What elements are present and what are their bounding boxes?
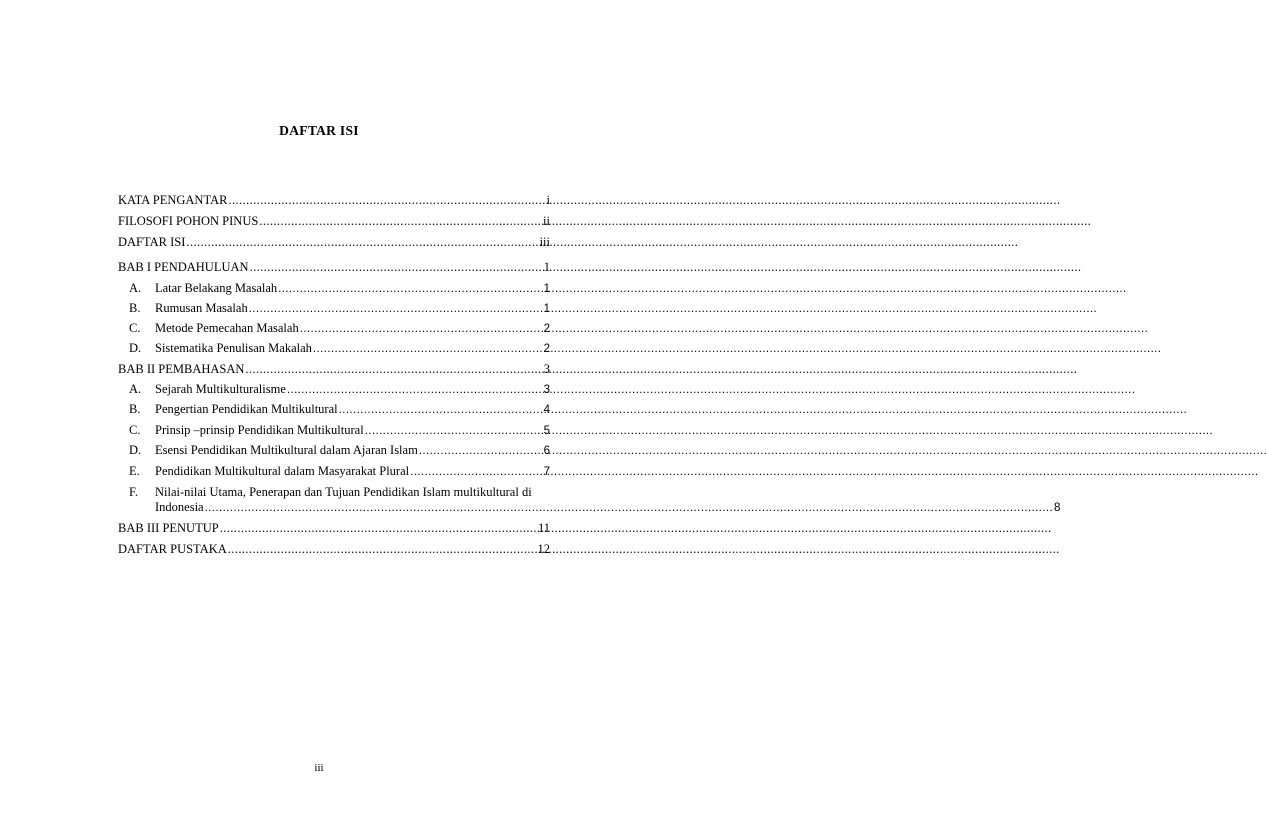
- toc-entry-page: iii: [539, 235, 550, 249]
- dot-leader: [250, 260, 543, 275]
- toc-subentry[interactable]: [118, 443, 550, 464]
- dot-leader: [186, 235, 538, 250]
- toc-entry-page: 1: [543, 283, 550, 295]
- toc-entry-label: Indonesia: [155, 500, 204, 514]
- dot-leader: [410, 466, 542, 478]
- toc-entry-label: DAFTAR ISI: [118, 235, 186, 249]
- toc-entry-label: BAB I PENDAHULUAN: [118, 260, 249, 274]
- toc-entry-page: i: [546, 193, 550, 207]
- toc-entry-label: Latar Belakang Masalah: [155, 281, 278, 295]
- toc-entry-page: 1: [543, 260, 550, 274]
- dot-leader: [300, 323, 543, 335]
- dot-leader: [220, 521, 537, 536]
- toc-subentry[interactable]: [118, 382, 550, 402]
- toc-subentry-content: [155, 485, 1060, 521]
- toc-entry-page: 1: [543, 303, 550, 315]
- toc-entry-page: 4: [543, 404, 550, 416]
- dot-leader: [339, 404, 543, 416]
- toc-subentry-letter: E.: [129, 464, 140, 478]
- toc-entry-page: 12: [537, 542, 550, 556]
- toc-entry-page: 3: [543, 362, 550, 376]
- toc-entry[interactable]: [118, 542, 550, 563]
- toc-entry[interactable]: [118, 235, 550, 260]
- toc-entry-page: 3: [543, 384, 550, 396]
- dot-leader: [245, 362, 542, 377]
- toc-entry-label: Metode Pemecahan Masalah: [155, 321, 299, 335]
- dot-leader: [205, 502, 1053, 514]
- toc-entry-label: Pengertian Pendidikan Multikultural: [155, 402, 338, 416]
- dot-leader: [287, 384, 543, 396]
- toc-subentry[interactable]: [118, 402, 550, 423]
- toc-subentry-letter: B.: [129, 402, 141, 416]
- dot-leader: [228, 542, 537, 557]
- toc-entry-label: Rumusan Masalah: [155, 301, 248, 315]
- toc-subentry-letter: D.: [129, 443, 142, 457]
- toc-subentry[interactable]: [118, 423, 550, 443]
- toc-entry-label: KATA PENGANTAR: [118, 193, 228, 207]
- toc-entry-page: 8: [1054, 502, 1061, 514]
- toc-subentry[interactable]: [118, 301, 550, 321]
- toc-entry-label: Sejarah Multikulturalisme: [155, 382, 286, 396]
- toc-entry-label: Pendidikan Multikultural dalam Masyarakat Plural: [155, 464, 410, 478]
- toc-entry-label-line1: Nilai-nilai Utama, Penerapan dan Tujuan Pendidikan Islam multikultural di: [155, 485, 532, 499]
- toc-subentry-letter: B.: [129, 301, 141, 315]
- toc-entry-page: 11: [537, 521, 550, 535]
- toc-entry-page: 5: [543, 425, 550, 437]
- toc-subentry[interactable]: [118, 485, 1061, 521]
- toc-entry[interactable]: [118, 193, 550, 214]
- toc-entry-page: 2: [543, 343, 550, 355]
- toc-entry-page: 2: [543, 323, 550, 335]
- toc-entry-label: DAFTAR PUSTAKA: [118, 542, 227, 556]
- toc-chapter[interactable]: [118, 362, 550, 382]
- toc-entry-page: 6: [543, 445, 550, 457]
- toc-entry-label: Prinsip –prinsip Pendidikan Multikultural: [155, 423, 364, 437]
- dot-leader: [278, 283, 542, 295]
- toc-entry-label: BAB III PENUTUP: [118, 521, 219, 535]
- toc-chapter[interactable]: [118, 260, 550, 281]
- toc-subentry-letter: C.: [129, 321, 141, 335]
- toc-entry[interactable]: [118, 214, 550, 235]
- page-title: DAFTAR ISI: [279, 123, 359, 138]
- toc-entry-page: 7: [543, 466, 550, 478]
- toc-subentry[interactable]: [118, 341, 550, 362]
- toc-entry-page: ii: [543, 214, 550, 228]
- toc-entry-label: FILOSOFI POHON PINUS: [118, 214, 259, 228]
- dot-leader: [228, 193, 545, 208]
- toc-entry-line2: [155, 500, 1060, 515]
- table-of-contents: [118, 193, 1061, 563]
- dot-leader: [313, 343, 543, 355]
- toc-subentry[interactable]: [118, 321, 550, 341]
- dot-leader: [259, 214, 542, 229]
- dot-leader: [419, 445, 543, 457]
- toc-entry-label: Esensi Pendidikan Multikultural dalam Ajaran Islam: [155, 443, 418, 457]
- page-number-footer: iii: [314, 762, 324, 774]
- toc-chapter[interactable]: [118, 521, 550, 542]
- toc-subentry[interactable]: [118, 464, 550, 485]
- toc-subentry-letter: A.: [129, 382, 142, 396]
- toc-entry-label: Sistematika Penulisan Makalah: [155, 341, 312, 355]
- toc-subentry-letter: A.: [129, 281, 142, 295]
- toc-subentry-letter: C.: [129, 423, 141, 437]
- toc-subentry-letter: D.: [129, 341, 142, 355]
- dot-leader: [249, 303, 543, 315]
- toc-subentry[interactable]: [118, 281, 550, 301]
- dot-leader: [365, 425, 543, 437]
- toc-entry-label: BAB II PEMBAHASAN: [118, 362, 245, 376]
- toc-subentry-letter: F.: [129, 485, 139, 499]
